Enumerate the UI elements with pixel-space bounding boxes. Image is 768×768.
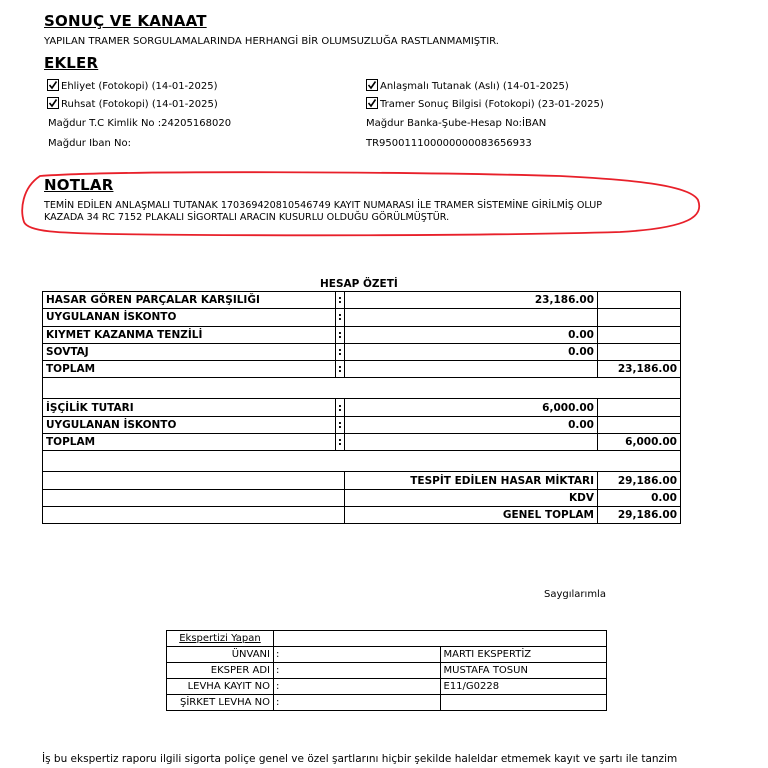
summary-label: KDV xyxy=(345,489,598,506)
checkbox-ehliyet[interactable] xyxy=(47,79,59,91)
row-label: TOPLAM xyxy=(43,434,336,451)
table-row xyxy=(167,663,607,679)
checkmark-icon xyxy=(367,98,377,108)
row-total xyxy=(598,292,681,309)
eksper-colon: : xyxy=(274,647,441,663)
checkmark-icon xyxy=(48,98,58,108)
checkmark-icon xyxy=(367,80,377,90)
banka-label: Mağdur Banka-Şube-Hesap No:İBAN xyxy=(366,118,547,129)
eksper-label: ÜNVANI xyxy=(167,647,274,663)
summary-value: 29,186.00 xyxy=(598,472,681,489)
summary-value: 29,186.00 xyxy=(598,506,681,523)
eksper-label: ŞİRKET LEVHA NO xyxy=(167,695,274,711)
row-colon: : xyxy=(336,309,345,326)
eksper-colon: : xyxy=(274,695,441,711)
saygilarimla: Saygılarımla xyxy=(544,589,606,600)
row-label: KIYMET KAZANMA TENZİLİ xyxy=(43,326,336,343)
eksper-value xyxy=(440,695,607,711)
table-row xyxy=(43,416,681,433)
row-empty xyxy=(43,489,345,506)
iban-label: Mağdur Iban No: xyxy=(48,138,131,149)
summary-label: TESPİT EDİLEN HASAR MİKTARI xyxy=(345,472,598,489)
checkbox-tramer[interactable] xyxy=(366,97,378,109)
row-total xyxy=(598,416,681,433)
eksper-colon: : xyxy=(274,663,441,679)
row-label: UYGULANAN İSKONTO xyxy=(43,416,336,433)
hesap-ozeti-table xyxy=(42,291,681,524)
summary-value: 0.00 xyxy=(598,489,681,506)
checkmark-icon xyxy=(48,80,58,90)
row-total xyxy=(598,343,681,360)
eksper-table xyxy=(166,630,607,711)
table-row xyxy=(167,631,607,647)
table-row xyxy=(43,434,681,451)
table-row xyxy=(167,695,607,711)
row-label: SOVTAJ xyxy=(43,343,336,360)
table-spacer-row xyxy=(43,451,681,472)
ek-ruhsat-label: Ruhsat (Fotokopi) (14-01-2025) xyxy=(61,99,218,110)
row-colon: : xyxy=(336,416,345,433)
row-total: 23,186.00 xyxy=(598,361,681,378)
row-value: 0.00 xyxy=(345,416,598,433)
eksper-value: E11/G0228 xyxy=(440,679,607,695)
row-value: 23,186.00 xyxy=(345,292,598,309)
footer-text: İş bu ekspertiz raporu ilgili sigorta poliçe genel ve özel şartlarını hiçbir şekilde haleldar etmemek kayıt ve şartı ile tanzim xyxy=(42,753,678,765)
row-empty xyxy=(43,506,345,523)
row-colon: : xyxy=(336,361,345,378)
row-total: 6,000.00 xyxy=(598,434,681,451)
row-value xyxy=(345,361,598,378)
table-row xyxy=(43,506,681,523)
eksper-colon: : xyxy=(274,679,441,695)
notlar-line1: TEMİN EDİLEN ANLAŞMALI TUTANAK 170369420810546749 KAYIT NUMARASI İLE TRAMER SİSTEMİNE GİRİLMİŞ OLUP xyxy=(44,200,603,211)
row-empty xyxy=(274,631,607,647)
table-row xyxy=(43,343,681,360)
eksper-header: Ekspertizi Yapan xyxy=(167,631,274,647)
row-colon: : xyxy=(336,434,345,451)
row-total xyxy=(598,326,681,343)
notlar-line2: KAZADA 34 RC 7152 PLAKALI SİGORTALI ARACIN KUSURLU OLDUĞU GÖRÜLMÜŞTÜR. xyxy=(44,212,450,223)
row-empty xyxy=(43,472,345,489)
iban-value: TR950011100000000083656933 xyxy=(366,138,532,149)
row-value: 0.00 xyxy=(345,343,598,360)
table-row xyxy=(43,489,681,506)
sonuc-text: YAPILAN TRAMER SORGULAMALARINDA HERHANGİ BİR OLUMSUZLUĞA RASTLANMAMIŞTIR. xyxy=(44,36,499,47)
row-value xyxy=(345,309,598,326)
sonuc-title: SONUÇ VE KANAAT xyxy=(44,12,207,30)
hesap-title: HESAP ÖZETİ xyxy=(320,278,398,290)
ek-tramer xyxy=(366,97,604,110)
row-total xyxy=(598,399,681,416)
ek-ehliyet xyxy=(47,79,218,92)
row-label: UYGULANAN İSKONTO xyxy=(43,309,336,326)
row-label: İŞÇİLİK TUTARI xyxy=(43,399,336,416)
ek-tutanak xyxy=(366,79,569,92)
table-row xyxy=(43,309,681,326)
table-row xyxy=(43,361,681,378)
row-colon: : xyxy=(336,399,345,416)
eksper-label: EKSPER ADI xyxy=(167,663,274,679)
checkbox-ruhsat[interactable] xyxy=(47,97,59,109)
row-value: 0.00 xyxy=(345,326,598,343)
row-label: HASAR GÖREN PARÇALAR KARŞILIĞI xyxy=(43,292,336,309)
row-colon: : xyxy=(336,343,345,360)
row-colon: : xyxy=(336,326,345,343)
summary-label: GENEL TOPLAM xyxy=(345,506,598,523)
table-row xyxy=(43,399,681,416)
row-value xyxy=(345,434,598,451)
table-row xyxy=(167,679,607,695)
ek-ruhsat xyxy=(47,97,218,110)
eksper-value: MUSTAFA TOSUN xyxy=(440,663,607,679)
ekler-title: EKLER xyxy=(44,54,99,72)
row-value: 6,000.00 xyxy=(345,399,598,416)
table-row xyxy=(43,326,681,343)
ek-ehliyet-label: Ehliyet (Fotokopi) (14-01-2025) xyxy=(61,81,218,92)
ek-tramer-label: Tramer Sonuç Bilgisi (Fotokopi) (23-01-2025) xyxy=(380,99,604,110)
checkbox-tutanak[interactable] xyxy=(366,79,378,91)
notlar-title: NOTLAR xyxy=(44,176,114,194)
ek-tutanak-label: Anlaşmalı Tutanak (Aslı) (14-01-2025) xyxy=(380,81,569,92)
row-colon: : xyxy=(336,292,345,309)
row-total xyxy=(598,309,681,326)
table-row xyxy=(43,472,681,489)
tc-kimlik: Mağdur T.C Kimlik No :24205168020 xyxy=(48,118,232,129)
table-row xyxy=(167,647,607,663)
table-row xyxy=(43,292,681,309)
table-spacer-row xyxy=(43,378,681,399)
row-label: TOPLAM xyxy=(43,361,336,378)
eksper-value: MARTI EKSPERTİZ xyxy=(440,647,607,663)
eksper-label: LEVHA KAYIT NO xyxy=(167,679,274,695)
